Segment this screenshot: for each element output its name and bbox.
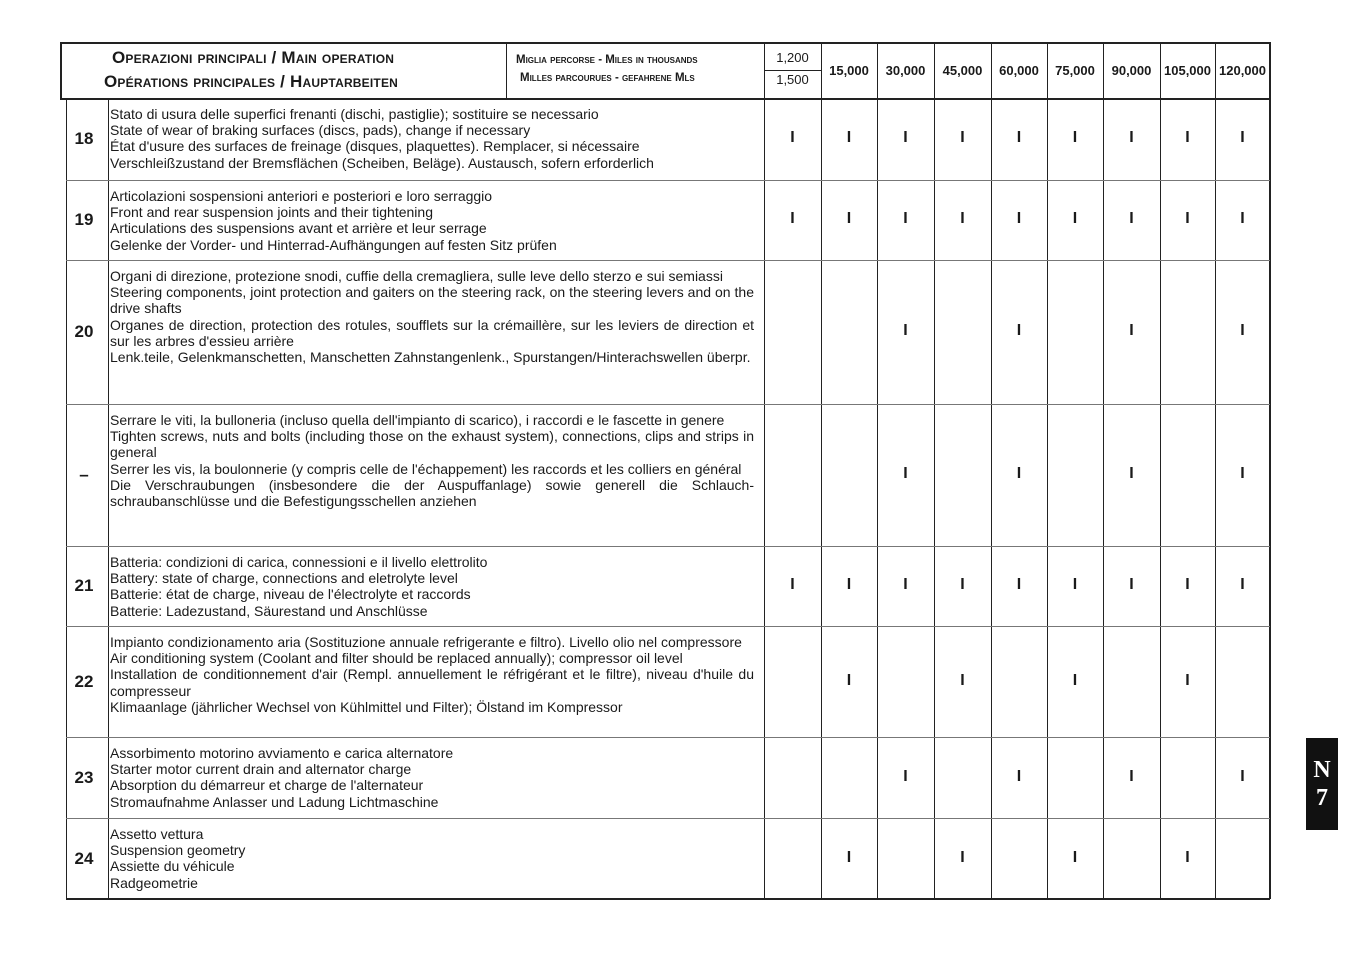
interval-check-mark: I (1240, 767, 1245, 785)
interval-check-mark: I (1240, 210, 1245, 227)
interval-check-mark: I (1240, 322, 1245, 339)
interval-check-mark: I (1185, 129, 1190, 146)
description-line: State of wear of braking surfaces (discs, pads), change if necessary (110, 122, 531, 139)
interval-check-mark: I (903, 767, 908, 785)
interval-check-mark: I (960, 129, 965, 146)
first-interval-a: 1,200 (776, 50, 809, 65)
description-line: Steering components, joint protection and gaiters on the steering rack, on the steering levers and on the drive shafts (110, 284, 754, 317)
row-number: 18 (74, 129, 94, 148)
description-line: Serrer les vis, la boulonnerie (y compris celle de l'échappement) les raccords et les colliers en général (110, 460, 742, 477)
description-line: Batterie: état de charge, niveau de l'électrolyte et raccords (110, 586, 471, 603)
row-number: 22 (74, 671, 94, 691)
description-line: Batteria: condizioni di carica, connessioni e il livello elettrolito (110, 554, 488, 570)
interval-check-mark: I (1072, 576, 1078, 593)
description-line: Organi di direzione, protezione snodi, cuffie della cremagliera, sulle leve dello sterzo e sui semiassi (110, 268, 723, 284)
interval-check-mark: I (1240, 576, 1245, 593)
description-line: Battery: state of charge, connections and eletrolyte level (110, 570, 458, 587)
interval-check-mark: I (903, 210, 908, 227)
row-description (110, 745, 754, 810)
interval-check-mark: I (790, 576, 795, 593)
interval-check-mark: I (960, 848, 965, 866)
interval-check-mark: I (1185, 210, 1190, 227)
miles-header-line2: Milles parcourues - gefahrene Mls (520, 72, 695, 84)
description-line: Assorbimento motorino avviamento e carica alternatore (110, 745, 454, 761)
description-line: Tighten screws, nuts and bolts (including those on the exhaust system), connections, clips and strips in general (110, 428, 754, 461)
description-line: Installation de conditionnement d'air (Rempl. annuellement le réfrigérant et le filtre), niveau d'huile du compresseur (110, 666, 754, 699)
row-number: 21 (74, 576, 94, 595)
description-line: Serrare le viti, la bulloneria (incluso quella dell'impianto di scarico), i raccordi e le fascette in genere (110, 412, 725, 428)
column-divider (506, 42, 507, 98)
interval-check-mark: I (1129, 210, 1134, 227)
column-divider (991, 42, 992, 899)
operation-header (60, 42, 506, 98)
interval-check-mark: I (960, 210, 965, 227)
interval-header: 15,000 (829, 62, 869, 78)
interval-check-mark: I (1129, 129, 1134, 146)
interval-check-mark: I (1072, 210, 1078, 227)
interval-check-mark: I (1185, 576, 1190, 593)
interval-check-mark: I (846, 671, 852, 689)
row-description (110, 634, 754, 715)
row-divider (66, 737, 1270, 738)
column-divider (1160, 42, 1161, 899)
row-description (110, 188, 754, 253)
section-tab-number: 7 (1316, 785, 1328, 811)
row-description (110, 412, 754, 509)
description-line: Klimaanlage (jährlicher Wechsel von Kühlmittel und Filter); Ölstand im Kompressor (110, 698, 623, 715)
interval-header: 75,000 (1055, 62, 1095, 78)
description-line: Stato di usura delle superfici frenanti (dischi, pastiglie); sostituire se necessario (110, 106, 599, 122)
column-divider (934, 42, 935, 899)
row-description (110, 106, 754, 171)
section-tab-letter: N (1313, 757, 1331, 783)
interval-header: 90,000 (1111, 62, 1152, 78)
interval-check-mark: I (960, 576, 965, 593)
column-divider (877, 42, 878, 899)
row-divider (66, 260, 1270, 261)
miles-header-line1: Miglia percorse - Miles in thousands (516, 54, 698, 66)
interval-check-mark: I (1129, 465, 1134, 482)
interval-check-mark: I (846, 848, 852, 866)
interval-check-mark: I (1129, 322, 1134, 339)
row-number: 19 (74, 210, 94, 229)
description-line: Stromaufnahme Anlasser und Ladung Lichtmaschine (110, 793, 439, 810)
interval-check-mark: I (960, 671, 965, 689)
row-number: 20 (74, 322, 94, 341)
interval-check-mark: I (846, 129, 852, 146)
interval-check-mark: I (1240, 129, 1245, 146)
column-divider (1047, 42, 1048, 899)
interval-header: 60,000 (999, 62, 1039, 78)
description-line: Air conditioning system (Coolant and filter should be replaced annually); compressor oil level (110, 650, 683, 667)
description-line: Impianto condizionamento aria (Sostituzione annuale refrigerante e filtro). Livello olio nel compressore (110, 634, 742, 650)
interval-check-mark: I (1129, 576, 1134, 593)
table-border-top (60, 42, 1270, 44)
description-line: Articulations des suspensions avant et arrière et leur serrage (110, 220, 487, 237)
description-line: Suspension geometry (110, 842, 246, 859)
interval-header: 30,000 (885, 62, 926, 78)
first-interval-divider (764, 70, 821, 71)
table-border-right (1269, 42, 1271, 899)
interval-check-mark: I (1016, 129, 1022, 146)
column-divider (764, 42, 765, 899)
interval-check-mark: I (1129, 767, 1134, 785)
row-divider (66, 626, 1270, 627)
row-divider (66, 404, 1270, 405)
interval-check-mark: I (1185, 848, 1190, 866)
column-divider (821, 42, 822, 899)
interval-check-mark: I (1240, 465, 1245, 482)
description-line: Absorption du démarreur et charge de l'alternateur (110, 777, 424, 794)
description-line: Lenk.teile, Gelenkmanschetten, Manschetten Zahnstangenlenk., Spurstangen/Hinterachswellen überpr. (110, 349, 751, 366)
interval-check-mark: I (790, 210, 795, 227)
interval-check-mark: I (903, 322, 908, 339)
row-divider (66, 180, 1270, 181)
description-line: État d'usure des surfaces de freinage (disques, plaquettes). Remplacer, si nécessaire (110, 138, 640, 155)
interval-check-mark: I (903, 465, 908, 482)
row-divider (66, 546, 1270, 547)
description-line: Batterie: Ladezustand, Säurestand und Anschlüsse (110, 602, 428, 619)
description-line: Gelenke der Vorder- und Hinterrad-Aufhängungen auf festen Sitz prüfen (110, 236, 557, 253)
description-line: Radgeometrie (110, 874, 198, 891)
interval-check-mark: I (1016, 465, 1022, 482)
table-border-left (66, 98, 67, 899)
row-description (110, 826, 754, 891)
row-description (110, 268, 754, 365)
interval-check-mark: I (846, 576, 852, 593)
section-tab (1306, 738, 1338, 830)
row-number: 24 (74, 848, 94, 868)
interval-check-mark: I (1016, 576, 1022, 593)
interval-check-mark: I (1072, 129, 1078, 146)
table-border-left (60, 42, 62, 98)
row-divider (66, 818, 1270, 819)
miles-header (506, 42, 764, 98)
description-line: Front and rear suspension joints and their tightening (110, 204, 433, 221)
interval-header: 120,000 (1219, 62, 1266, 78)
interval-check-mark: I (903, 576, 908, 593)
maintenance-table (60, 42, 1270, 899)
interval-check-mark: I (1016, 210, 1022, 227)
interval-check-mark: I (1185, 671, 1190, 689)
interval-check-mark: I (903, 129, 908, 146)
operation-header-line1: Operazioni principali / Main operation (112, 48, 395, 67)
interval-header: 105,000 (1164, 62, 1211, 78)
interval-header: 45,000 (942, 62, 983, 78)
interval-check-mark: I (1072, 848, 1078, 866)
interval-check-mark: I (1016, 322, 1022, 339)
first-interval-b: 1,500 (776, 72, 809, 87)
operation-header-line2: Opérations principales / Hauptarbeiten (104, 72, 399, 91)
description-line: Assiette du véhicule (110, 858, 235, 875)
column-divider (1103, 42, 1104, 899)
description-line: Verschleißzustand der Bremsflächen (Scheiben, Beläge). Austausch, sofern erforderlich (110, 154, 654, 171)
description-line: Organes de direction, protection des rotules, soufflets sur la crémaillère, sur les leviers de direction et sur les arbres d'essieu arrière (110, 316, 754, 349)
table-border-bottom (66, 898, 1270, 900)
description-line: Assetto vettura (110, 826, 204, 842)
interval-check-mark: I (846, 210, 852, 227)
description-line: Articolazioni sospensioni anteriori e posteriori e loro serraggio (110, 188, 493, 204)
row-number: 23 (74, 767, 94, 787)
description-line: Starter motor current drain and alternator charge (110, 761, 412, 778)
interval-check-mark: I (1072, 671, 1078, 689)
row-number: – (79, 465, 89, 484)
header-divider (60, 98, 1270, 100)
column-divider (108, 98, 109, 899)
description-line: Die Verschraubungen (insbesondere die der Auspuffanlage) sowie generell die Schlauch-schraubanschlüsse und die Befestigungsschellen anziehen (110, 476, 754, 510)
interval-check-mark: I (790, 129, 795, 146)
row-description (110, 554, 754, 619)
interval-check-mark: I (1016, 767, 1022, 785)
column-divider (1215, 42, 1216, 899)
